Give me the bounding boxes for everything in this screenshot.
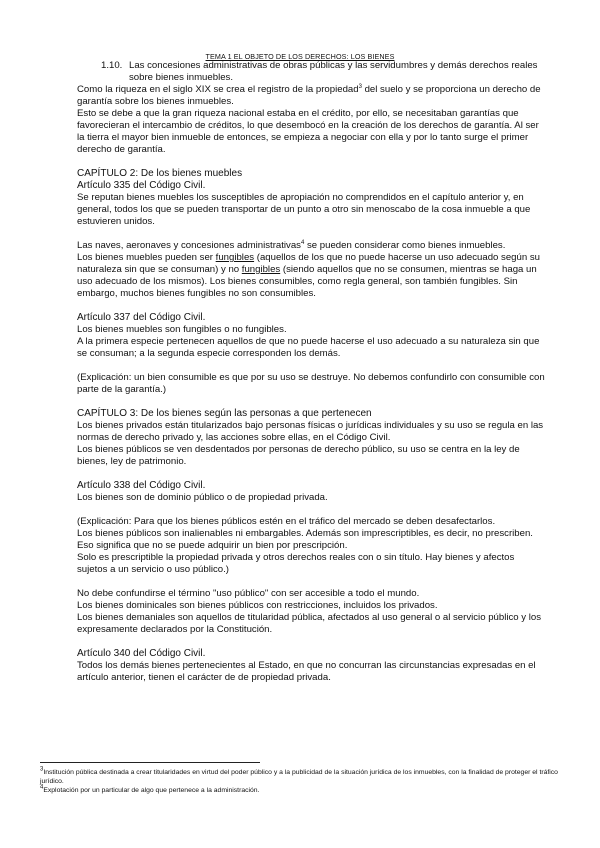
chapter-3-title: CAPÍTULO 3: De los bienes según las personas a que pertenecen — [77, 408, 372, 419]
document-body — [77, 60, 547, 684]
explanation-line-3: Solo es prescriptible la propiedad privada y otros derechos reales con o sin título. Hay bienes y afectos sujetos a un servicio o uso público.) — [77, 552, 515, 575]
chapter-2-title: CAPÍTULO 2: De los bienes muebles — [77, 168, 243, 179]
article-338-title: Artículo 338 del Código Civil. — [77, 480, 206, 491]
paragraph-fungibles — [77, 252, 547, 300]
paragraph-text: Como la riqueza en el siglo XIX se crea el registro de la propiedad — [77, 84, 359, 95]
article-340-text: Todos los demás bienes pertenecientes al Estado, en que no concurran las circunstancias expresadas en el artículo anterior, tienen el carácter de de propiedad privada. — [77, 660, 536, 683]
list-item — [101, 60, 547, 84]
article-337-line-2: A la primera especie pertenecen aquellos de que no puede hacerse el uso adecuado a su naturaleza sin que se consuman; a la segunda especie corresponden los demás. — [77, 336, 540, 359]
underlined-term: fungibles — [241, 264, 281, 275]
page-header: TEMA 1 EL OBJETO DE LOS DERECHOS: LOS BIENES — [205, 52, 395, 61]
paragraph-registro — [77, 84, 547, 108]
paragraph-uso-publico: No debe confundirse el término "uso público" con ser accesible a todo el mundo. — [77, 588, 420, 599]
paragraph-text: Los bienes muebles pueden ser — [77, 252, 216, 263]
footnote-number: 4 — [40, 784, 44, 791]
paragraph-text: Las naves, aeronaves y concesiones administrativas — [77, 240, 301, 251]
paragraph-dominicales: Los bienes dominicales son bienes públicos con restricciones, incluidos los privados. — [77, 600, 438, 611]
article-340-title: Artículo 340 del Código Civil. — [77, 648, 206, 659]
paragraph-text: se pueden considerar como bienes inmuebles. — [304, 240, 506, 251]
footnote-ref: 4 — [300, 239, 305, 246]
footnote-text: Explotación por un particular de algo que pertenece a la administración. — [43, 787, 260, 794]
footnote-3 — [40, 768, 560, 786]
list-item-number: 1.10. — [101, 60, 123, 71]
paragraph-demaniales: Los bienes demaniales son aquellos de titularidad pública, afectados al uso general o al servicio público y los expresamente declarados por la Constitución. — [77, 612, 541, 635]
footnote-number: 3 — [40, 766, 44, 773]
explanation-consumible: (Explicación: un bien consumible es que por su uso se destruye. No debemos confundirlo con consumible con parte de la garantía.) — [77, 372, 545, 395]
article-337-line-1: Los bienes muebles son fungibles o no fungibles. — [77, 324, 287, 335]
footnotes — [40, 768, 560, 795]
footnote-4 — [40, 786, 560, 795]
footnote-separator — [40, 762, 260, 763]
footnote-ref: 3 — [358, 83, 362, 90]
paragraph-garantia: Esto se debe a que la gran riqueza nacional estaba en el crédito, por ello, se necesitaban garantías que favorecieran el intercambio de créditos, lo que desembocó en la creación de los derechos de garantía. Al ser la tierra el mayor bien inmueble de entonces, se empieza a negociar con ella y por lo tanto surge el primer derecho de garantía. — [77, 108, 539, 155]
paragraph-text: (aquellos de los que no puede hacerse un uso adecuado según su naturaleza sin que se consuman) y no — [77, 252, 540, 275]
article-335-title: Artículo 335 del Código Civil. — [77, 180, 206, 191]
paragraph-naves — [77, 240, 547, 252]
article-335-text: Se reputan bienes muebles los susceptibles de apropiación no comprendidos en el capítulo anterior y, en general, todos los que se pueden transportar de un punto a otro sin menoscabo de la cosa inmueble a que estuvieren unidos. — [77, 192, 531, 227]
paragraph-text: del suelo y se proporciona un derecho de garantía sobre los bienes inmuebles. — [77, 84, 541, 107]
footnote-text: Institución pública destinada a crear titularidades en virtud del poder público y a la publicidad de la situación jurídica de los inmuebles, con la finalidad de proteger el tráfico jurídico. — [40, 769, 558, 785]
underlined-term: fungibles — [215, 252, 255, 263]
explanation-line-1: (Explicación: Para que los bienes públicos estén en el tráfico del mercado se deben desafectarlos. — [77, 516, 496, 527]
explanation-line-2: Los bienes públicos son inalienables ni embargables. Además son imprescriptibles, es decir, no prescriben. Eso significa que no se puede adquirir un bien por prescripción. — [77, 528, 533, 551]
list-item-text: Las concesiones administrativas de obras públicas y las servidumbres y demás derechos reales sobre bienes inmuebles. — [129, 60, 538, 83]
paragraph-bienes-publicos: Los bienes públicos se ven desdentados por personas de derecho público, su uso se centra en la ley de bienes, ley de patrimonio. — [77, 444, 520, 467]
article-337-title: Artículo 337 del Código Civil. — [77, 312, 206, 323]
article-338-text: Los bienes son de dominio público o de propiedad privada. — [77, 492, 328, 503]
paragraph-text: (siendo aquellos que no se consumen, mientras se haga un uso adecuado de los mismos). Los bienes consumibles, como regla general, son también fungibles. Sin embargo, muchos bienes fungibles no son consumibles. — [77, 264, 537, 299]
paragraph-bienes-privados: Los bienes privados están titularizados bajo personas físicas o jurídicas individuales y su uso se regula en las normas de derecho privado y, las acciones sobre ellas, en el Código Civil. — [77, 420, 544, 443]
